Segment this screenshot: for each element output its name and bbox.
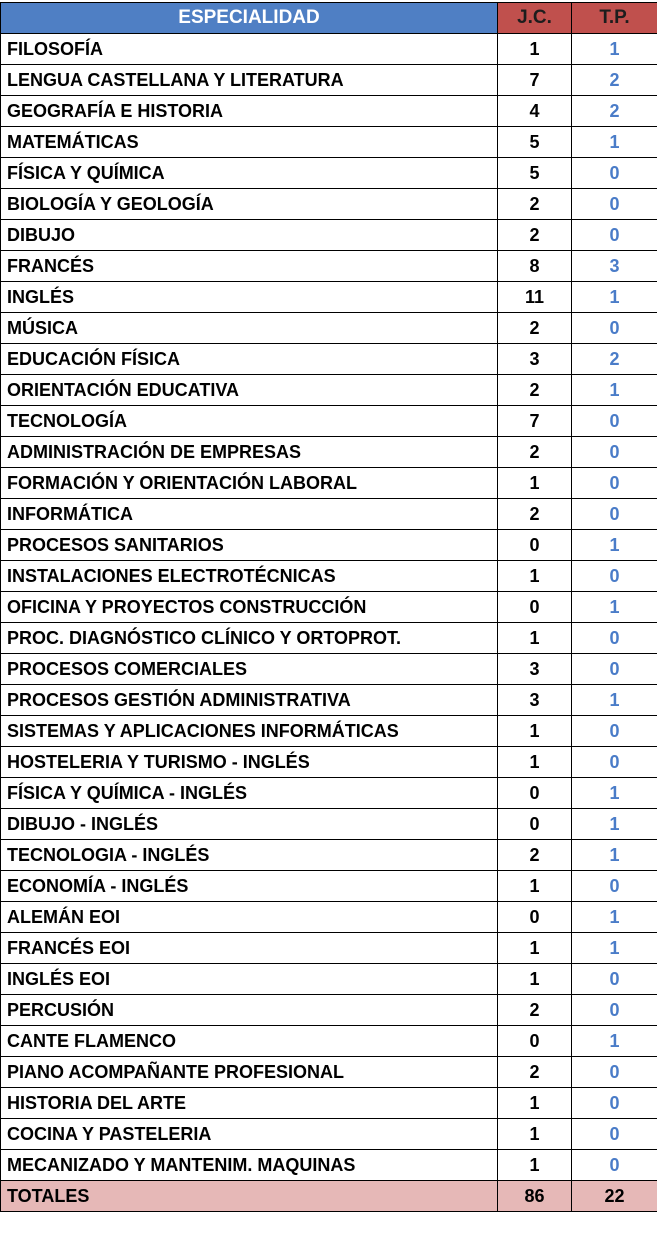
tp-cell[interactable]: 1 xyxy=(572,1026,658,1057)
table-row xyxy=(1,561,658,592)
jc-cell[interactable]: 2 xyxy=(498,189,572,220)
table-row xyxy=(1,375,658,406)
especialidad-cell[interactable]: TECNOLOGIA - INGLÉS xyxy=(1,840,498,871)
tp-cell[interactable]: 1 xyxy=(572,933,658,964)
tp-cell[interactable]: 1 xyxy=(572,592,658,623)
tp-cell[interactable]: 2 xyxy=(572,65,658,96)
jc-cell[interactable]: 0 xyxy=(498,530,572,561)
tp-cell[interactable]: 1 xyxy=(572,809,658,840)
especialidad-cell[interactable]: MÚSICA xyxy=(1,313,498,344)
tp-cell[interactable]: 1 xyxy=(572,34,658,65)
tp-cell[interactable]: 0 xyxy=(572,189,658,220)
especialidad-cell[interactable]: EDUCACIÓN FÍSICA xyxy=(1,344,498,375)
especialidad-cell[interactable]: INGLÉS EOI xyxy=(1,964,498,995)
especialidad-cell[interactable]: DIBUJO - INGLÉS xyxy=(1,809,498,840)
tp-cell[interactable]: 0 xyxy=(572,623,658,654)
table-row xyxy=(1,902,658,933)
tp-cell[interactable]: 1 xyxy=(572,282,658,313)
tp-cell[interactable]: 2 xyxy=(572,344,658,375)
tp-cell[interactable]: 0 xyxy=(572,158,658,189)
tp-cell[interactable]: 0 xyxy=(572,871,658,902)
jc-cell[interactable]: 3 xyxy=(498,685,572,716)
tp-cell[interactable]: 1 xyxy=(572,902,658,933)
especialidad-cell[interactable]: FÍSICA Y QUÍMICA - INGLÉS xyxy=(1,778,498,809)
table-row xyxy=(1,437,658,468)
table-row xyxy=(1,499,658,530)
especialidad-cell[interactable]: OFICINA Y PROYECTOS CONSTRUCCIÓN xyxy=(1,592,498,623)
tp-cell[interactable]: 0 xyxy=(572,654,658,685)
table-row xyxy=(1,871,658,902)
jc-cell[interactable]: 0 xyxy=(498,1026,572,1057)
jc-cell[interactable]: 0 xyxy=(498,592,572,623)
jc-cell[interactable]: 1 xyxy=(498,34,572,65)
especialidad-cell[interactable]: ECONOMÍA - INGLÉS xyxy=(1,871,498,902)
tp-cell[interactable]: 2 xyxy=(572,96,658,127)
jc-cell[interactable]: 2 xyxy=(498,1057,572,1088)
table-row xyxy=(1,995,658,1026)
tp-cell[interactable]: 1 xyxy=(572,840,658,871)
table-row xyxy=(1,65,658,96)
especialidad-cell[interactable]: PROCESOS GESTIÓN ADMINISTRATIVA xyxy=(1,685,498,716)
table-row xyxy=(1,406,658,437)
table-row xyxy=(1,964,658,995)
tp-cell[interactable]: 0 xyxy=(572,561,658,592)
tp-cell[interactable]: 0 xyxy=(572,313,658,344)
especialidad-cell[interactable]: MECANIZADO Y MANTENIM. MAQUINAS xyxy=(1,1150,498,1181)
table-row xyxy=(1,96,658,127)
jc-cell[interactable]: 7 xyxy=(498,65,572,96)
jc-cell[interactable]: 3 xyxy=(498,654,572,685)
especialidad-cell[interactable]: PROC. DIAGNÓSTICO CLÍNICO Y ORTOPROT. xyxy=(1,623,498,654)
jc-cell[interactable]: 1 xyxy=(498,468,572,499)
tp-cell[interactable]: 1 xyxy=(572,778,658,809)
especialidad-cell[interactable]: LENGUA CASTELLANA Y LITERATURA xyxy=(1,65,498,96)
table-row xyxy=(1,189,658,220)
especialidad-cell[interactable]: GEOGRAFÍA E HISTORIA xyxy=(1,96,498,127)
jc-cell[interactable]: 1 xyxy=(498,623,572,654)
especialidad-cell[interactable]: INFORMÁTICA xyxy=(1,499,498,530)
table-body xyxy=(1,34,658,1181)
especialidad-cell[interactable]: HISTORIA DEL ARTE xyxy=(1,1088,498,1119)
jc-cell[interactable]: 2 xyxy=(498,437,572,468)
jc-cell[interactable]: 7 xyxy=(498,406,572,437)
jc-cell[interactable]: 1 xyxy=(498,747,572,778)
especialidad-cell[interactable]: PROCESOS SANITARIOS xyxy=(1,530,498,561)
jc-cell[interactable]: 4 xyxy=(498,96,572,127)
jc-cell[interactable]: 2 xyxy=(498,499,572,530)
jc-cell[interactable]: 1 xyxy=(498,561,572,592)
jc-cell[interactable]: 0 xyxy=(498,902,572,933)
table-row xyxy=(1,747,658,778)
especialidad-cell[interactable]: MATEMÁTICAS xyxy=(1,127,498,158)
table-row xyxy=(1,809,658,840)
jc-cell[interactable]: 1 xyxy=(498,871,572,902)
jc-cell[interactable]: 1 xyxy=(498,964,572,995)
jc-cell[interactable]: 1 xyxy=(498,716,572,747)
table-row xyxy=(1,251,658,282)
table-row xyxy=(1,34,658,65)
especialidad-cell[interactable]: FRANCÉS xyxy=(1,251,498,282)
tp-cell[interactable]: 1 xyxy=(572,127,658,158)
especialidad-cell[interactable]: SISTEMAS Y APLICACIONES INFORMÁTICAS xyxy=(1,716,498,747)
especialidad-cell[interactable]: ORIENTACIÓN EDUCATIVA xyxy=(1,375,498,406)
especialidad-cell[interactable]: PIANO ACOMPAÑANTE PROFESIONAL xyxy=(1,1057,498,1088)
table-row xyxy=(1,1088,658,1119)
table-row xyxy=(1,158,658,189)
especialidad-cell[interactable]: COCINA Y PASTELERIA xyxy=(1,1119,498,1150)
especialidad-cell[interactable]: FORMACIÓN Y ORIENTACIÓN LABORAL xyxy=(1,468,498,499)
tp-cell[interactable]: 0 xyxy=(572,964,658,995)
tp-cell[interactable]: 0 xyxy=(572,747,658,778)
especialidad-cell[interactable]: PROCESOS COMERCIALES xyxy=(1,654,498,685)
tp-cell[interactable]: 1 xyxy=(572,685,658,716)
especialidad-cell[interactable]: INSTALACIONES ELECTROTÉCNICAS xyxy=(1,561,498,592)
table-row xyxy=(1,592,658,623)
jc-cell[interactable]: 2 xyxy=(498,840,572,871)
tp-cell[interactable]: 0 xyxy=(572,406,658,437)
jc-cell[interactable]: 2 xyxy=(498,375,572,406)
totals-row xyxy=(1,1181,658,1212)
table-row xyxy=(1,654,658,685)
table-row xyxy=(1,1026,658,1057)
especialidad-cell[interactable]: PERCUSIÓN xyxy=(1,995,498,1026)
jc-cell[interactable]: 2 xyxy=(498,313,572,344)
jc-cell[interactable]: 0 xyxy=(498,809,572,840)
totals-label[interactable]: TOTALES xyxy=(1,1181,498,1212)
especialidad-cell[interactable]: FÍSICA Y QUÍMICA xyxy=(1,158,498,189)
header-row xyxy=(1,3,658,34)
table-row xyxy=(1,1150,658,1181)
especialidad-cell[interactable]: DIBUJO xyxy=(1,220,498,251)
table-row xyxy=(1,716,658,747)
table-row xyxy=(1,530,658,561)
table-row xyxy=(1,933,658,964)
totals-tp[interactable]: 22 xyxy=(572,1181,658,1212)
table-row xyxy=(1,220,658,251)
jc-cell[interactable]: 3 xyxy=(498,344,572,375)
tp-cell[interactable]: 0 xyxy=(572,220,658,251)
adjacent-column[interactable] xyxy=(657,0,662,1256)
especialidad-cell[interactable]: FRANCÉS EOI xyxy=(1,933,498,964)
especialidad-cell[interactable]: FILOSOFÍA xyxy=(1,34,498,65)
table-row xyxy=(1,1119,658,1150)
jc-cell[interactable]: 8 xyxy=(498,251,572,282)
jc-cell[interactable]: 11 xyxy=(498,282,572,313)
table-row xyxy=(1,778,658,809)
especialidad-cell[interactable]: TECNOLOGÍA xyxy=(1,406,498,437)
tp-cell[interactable]: 0 xyxy=(572,1119,658,1150)
tp-cell[interactable]: 0 xyxy=(572,1150,658,1181)
especialidad-cell[interactable]: HOSTELERIA Y TURISMO - INGLÉS xyxy=(1,747,498,778)
table-row xyxy=(1,313,658,344)
table-row xyxy=(1,685,658,716)
tp-cell[interactable]: 0 xyxy=(572,1088,658,1119)
tp-cell[interactable]: 1 xyxy=(572,375,658,406)
header-especialidad[interactable]: ESPECIALIDAD xyxy=(1,3,498,34)
especialidad-table xyxy=(0,2,658,1212)
table-row xyxy=(1,623,658,654)
tp-cell[interactable]: 0 xyxy=(572,468,658,499)
especialidad-cell[interactable]: INGLÉS xyxy=(1,282,498,313)
jc-cell[interactable]: 1 xyxy=(498,933,572,964)
table-row xyxy=(1,344,658,375)
especialidad-cell[interactable]: BIOLOGÍA Y GEOLOGÍA xyxy=(1,189,498,220)
especialidad-cell[interactable]: CANTE FLAMENCO xyxy=(1,1026,498,1057)
jc-cell[interactable]: 1 xyxy=(498,1088,572,1119)
tp-cell[interactable]: 0 xyxy=(572,1057,658,1088)
table-row xyxy=(1,840,658,871)
table-row xyxy=(1,468,658,499)
jc-cell[interactable]: 1 xyxy=(498,1150,572,1181)
table-row xyxy=(1,282,658,313)
jc-cell[interactable]: 5 xyxy=(498,127,572,158)
tp-cell[interactable]: 0 xyxy=(572,437,658,468)
tp-cell[interactable]: 0 xyxy=(572,499,658,530)
jc-cell[interactable]: 1 xyxy=(498,1119,572,1150)
table-row xyxy=(1,1057,658,1088)
tp-cell[interactable]: 1 xyxy=(572,530,658,561)
jc-cell[interactable]: 5 xyxy=(498,158,572,189)
tp-cell[interactable]: 3 xyxy=(572,251,658,282)
tp-cell[interactable]: 0 xyxy=(572,995,658,1026)
jc-cell[interactable]: 2 xyxy=(498,995,572,1026)
especialidad-cell[interactable]: ALEMÁN EOI xyxy=(1,902,498,933)
especialidad-cell[interactable]: ADMINISTRACIÓN DE EMPRESAS xyxy=(1,437,498,468)
totals-jc[interactable]: 86 xyxy=(498,1181,572,1212)
jc-cell[interactable]: 2 xyxy=(498,220,572,251)
tp-cell[interactable]: 0 xyxy=(572,716,658,747)
table-row xyxy=(1,127,658,158)
header-jc[interactable]: J.C. xyxy=(498,3,572,34)
jc-cell[interactable]: 0 xyxy=(498,778,572,809)
header-tp[interactable]: T.P. xyxy=(572,3,658,34)
